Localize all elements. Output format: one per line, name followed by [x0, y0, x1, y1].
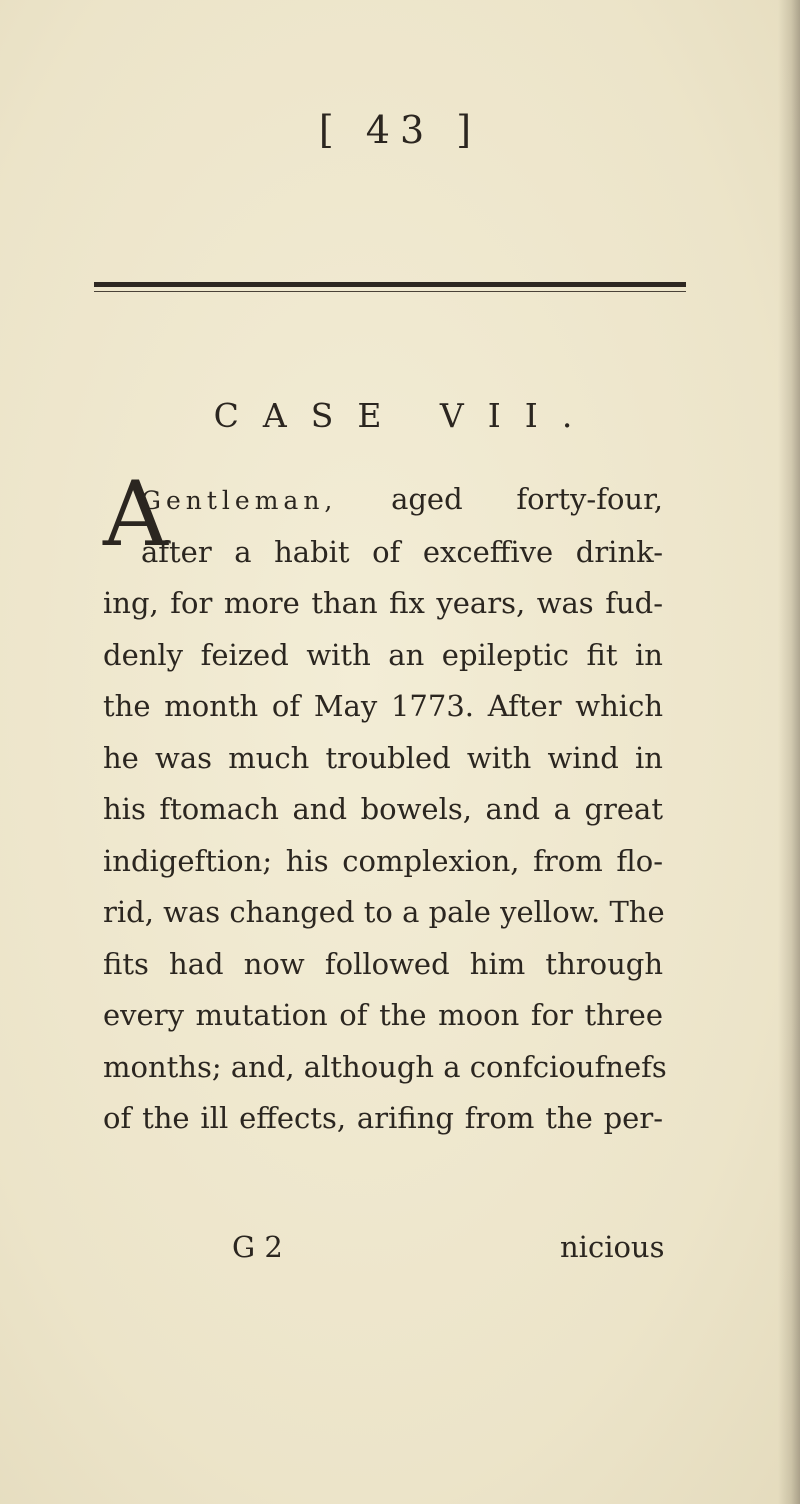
- text-line: months; and, although a confcioufnefs: [103, 1049, 667, 1084]
- text-line-1: [103, 474, 663, 527]
- gutter-shadow: [778, 0, 800, 1504]
- text-line: after a habit of exceffive drink-: [141, 534, 663, 569]
- text-line: the month of May 1773. After which: [103, 689, 663, 723]
- text-line: every mutation of the moon for three: [103, 998, 663, 1032]
- first-line-tail: aged forty-four,: [391, 482, 663, 516]
- text-line: ing, for more than fix years, was fud-: [103, 586, 663, 620]
- page-number-header: [ 43 ]: [318, 108, 482, 152]
- opening-word: Gentleman,: [141, 486, 338, 515]
- case-heading: CASE VII.: [213, 396, 597, 435]
- text-line: fits had now followed him through: [103, 946, 663, 981]
- body-paragraph: [103, 474, 667, 1145]
- text-line: indigeftion; his complexion, from flo-: [103, 843, 663, 878]
- text-line: rid, was changed to a pale yellow. The: [103, 895, 665, 929]
- catchword: nicious: [560, 1230, 665, 1264]
- text-line: he was much troubled with wind in: [103, 740, 663, 775]
- header-rule-thick: [94, 282, 686, 287]
- header-rule-thin: [94, 291, 686, 292]
- drop-cap: A: [103, 462, 168, 567]
- text-line: of the ill effects, arifing from the per-: [103, 1101, 663, 1135]
- text-line: denly feized with an epileptic fit in: [103, 637, 663, 672]
- signature-mark: G 2: [232, 1230, 283, 1264]
- text-line: his ftomach and bowels, and a great: [103, 792, 663, 826]
